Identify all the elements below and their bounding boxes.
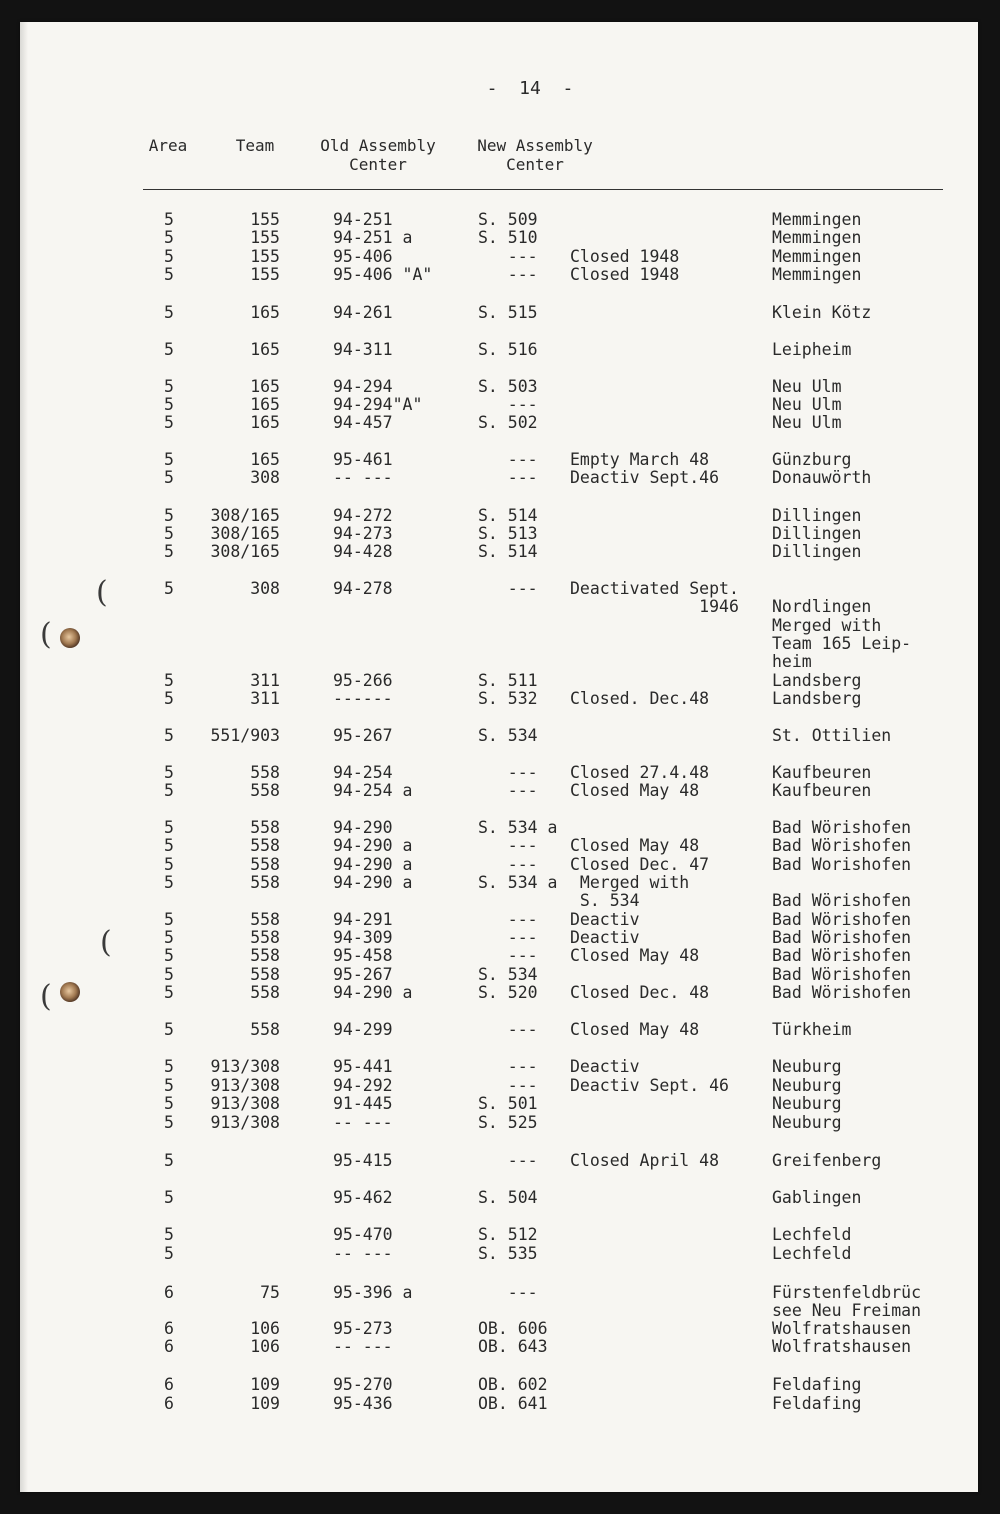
cell-old-center: 95-441: [333, 1057, 393, 1076]
cell-location: Memmingen: [772, 247, 862, 266]
cell-old-center: 95-406 "A": [333, 265, 433, 284]
cell-new-center: S. 525: [478, 1113, 538, 1132]
table-row: [20, 506, 978, 525]
cell-location: Neuburg: [772, 1113, 842, 1132]
cell-team: 551/903: [210, 726, 280, 745]
cell-area: 5: [164, 1076, 174, 1095]
table-row: [20, 818, 978, 837]
table-row: [20, 946, 978, 965]
cell-location: Landsberg: [772, 671, 862, 690]
cell-remarks: Deactiv: [570, 1057, 640, 1076]
table-row: [20, 910, 978, 929]
cell-new-center: S. 534: [478, 965, 538, 984]
cell-old-center: 94-251 a: [333, 228, 413, 247]
cell-old-center: 95-267: [333, 965, 393, 984]
cell-team: 558: [250, 965, 280, 984]
cell-area: 6: [164, 1319, 174, 1338]
table-row: [20, 1076, 978, 1095]
cell-location: Dillingen: [772, 524, 862, 543]
cell-remarks: Deactiv Sept. 46: [570, 1076, 729, 1095]
punch-mark: (: [96, 575, 108, 610]
cell-remarks: Closed May 48: [570, 781, 700, 800]
cell-remarks: Merged with: [570, 873, 690, 892]
cell-new-center: ---: [478, 450, 538, 469]
cell-team: 558: [250, 946, 280, 965]
punch-hole: [60, 628, 80, 648]
cell-location: Neuburg: [772, 1094, 842, 1113]
cell-location: Feldafing: [772, 1394, 862, 1413]
cell-team: 109: [250, 1375, 280, 1394]
table-row: [20, 1375, 978, 1394]
cell-area: 5: [164, 946, 174, 965]
cell-location: St. Ottilien: [772, 726, 892, 745]
cell-area: 5: [164, 726, 174, 745]
cell-team: 308/165: [210, 524, 280, 543]
table-row: [20, 542, 978, 561]
table-row: [20, 873, 978, 892]
cell-new-center: ---: [478, 265, 538, 284]
cell-team: 913/308: [210, 1113, 280, 1132]
cell-remarks: Deactiv Sept.46: [570, 468, 720, 487]
table-row: [20, 1057, 978, 1076]
cell-new-center: S. 513: [478, 524, 538, 543]
cell-team: 913/308: [210, 1094, 280, 1113]
cell-location: Bad Wörishofen: [772, 818, 912, 837]
cell-old-center: 94-291: [333, 910, 393, 929]
cell-old-center: 94-294"A": [333, 395, 423, 414]
cell-area: 5: [164, 247, 174, 266]
table-row: [20, 1394, 978, 1413]
table-row: [20, 1283, 978, 1302]
cell-old-center: 95-458: [333, 946, 393, 965]
cell-old-center: -- ---: [333, 1244, 393, 1263]
cell-old-center: 95-273: [333, 1319, 393, 1338]
cell-team: 558: [250, 763, 280, 782]
cell-location: Memmingen: [772, 265, 862, 284]
cell-area: 5: [164, 818, 174, 837]
cell-area: 5: [164, 413, 174, 432]
cell-location: Donauwörth: [772, 468, 872, 487]
cell-team: 165: [250, 395, 280, 414]
cell-old-center: 95-470: [333, 1225, 393, 1244]
table-row: [20, 1188, 978, 1207]
table-row: [20, 763, 978, 782]
cell-remarks: S. 534: [570, 891, 640, 910]
cell-remarks: Empty March 48: [570, 450, 710, 469]
table-row: [20, 265, 978, 284]
cell-location: Bad Wörishofen: [772, 910, 912, 929]
cell-old-center: 94-261: [333, 303, 393, 322]
cell-area: 5: [164, 468, 174, 487]
cell-team: 109: [250, 1394, 280, 1413]
cell-location: Leipheim: [772, 340, 852, 359]
cell-team: 165: [250, 413, 280, 432]
cell-team: 308: [250, 579, 280, 598]
cell-new-center: ---: [478, 468, 538, 487]
cell-new-center: ---: [478, 1057, 538, 1076]
table-row: [20, 891, 978, 910]
cell-location: Kaufbeuren: [772, 781, 872, 800]
cell-location: Neu Ulm: [772, 413, 842, 432]
cell-remarks: Deactiv: [570, 928, 640, 947]
cell-area: 5: [164, 1020, 174, 1039]
cell-new-center: OB. 602: [478, 1375, 548, 1394]
document-page: [20, 22, 978, 1492]
cell-remarks: Closed April 48: [570, 1151, 720, 1170]
table-row: [20, 652, 978, 671]
cell-team: 155: [250, 228, 280, 247]
cell-new-center: S. 514: [478, 506, 538, 525]
cell-new-center: S. 502: [478, 413, 538, 432]
cell-area: 5: [164, 228, 174, 247]
cell-location: see Neu Freiman: [772, 1301, 922, 1320]
cell-old-center: ------: [333, 689, 393, 708]
cell-remarks: Closed Dec. 48: [570, 983, 710, 1002]
cell-area: 5: [164, 671, 174, 690]
cell-old-center: 95-396 a: [333, 1283, 413, 1302]
punch-mark: (: [40, 617, 52, 652]
cell-new-center: ---: [478, 247, 538, 266]
cell-new-center: S. 511: [478, 671, 538, 690]
cell-location: Memmingen: [772, 228, 862, 247]
header-area: Area: [148, 136, 188, 155]
table-row: [20, 228, 978, 247]
cell-location: heim: [772, 652, 812, 671]
cell-area: 5: [164, 579, 174, 598]
cell-location: Wolfratshausen: [772, 1337, 912, 1356]
cell-team: 558: [250, 873, 280, 892]
cell-team: 308: [250, 468, 280, 487]
table-row: [20, 1151, 978, 1170]
punch-hole: [60, 982, 80, 1002]
punch-mark: (: [40, 979, 52, 1014]
cell-area: 5: [164, 689, 174, 708]
table-row: [20, 413, 978, 432]
cell-old-center: 94-309: [333, 928, 393, 947]
cell-new-center: ---: [478, 1076, 538, 1095]
cell-location: Dillingen: [772, 542, 862, 561]
table-row: [20, 928, 978, 947]
cell-area: 5: [164, 928, 174, 947]
cell-new-center: ---: [478, 855, 538, 874]
cell-old-center: 94-273: [333, 524, 393, 543]
cell-team: 558: [250, 1020, 280, 1039]
cell-team: 558: [250, 836, 280, 855]
cell-area: 5: [164, 450, 174, 469]
cell-new-center: S. 503: [478, 377, 538, 396]
cell-new-center: ---: [478, 781, 538, 800]
cell-area: 5: [164, 983, 174, 1002]
cell-remarks: Closed May 48: [570, 836, 700, 855]
cell-new-center: ---: [478, 579, 538, 598]
cell-old-center: -- ---: [333, 1337, 393, 1356]
cell-area: 5: [164, 836, 174, 855]
cell-location: Greifenberg: [772, 1151, 882, 1170]
table-row: [20, 855, 978, 874]
table-row: [20, 303, 978, 322]
table-row: [20, 616, 978, 635]
cell-team: 155: [250, 210, 280, 229]
cell-location: Bad Wörishofen: [772, 983, 912, 1002]
cell-new-center: S. 534: [478, 726, 538, 745]
header-rule: [143, 189, 943, 190]
cell-area: 5: [164, 524, 174, 543]
cell-remarks: Closed 1948: [570, 265, 680, 284]
cell-location: Neu Ulm: [772, 395, 842, 414]
cell-old-center: 94-290 a: [333, 836, 413, 855]
cell-area: 5: [164, 265, 174, 284]
table-row: [20, 395, 978, 414]
cell-team: 308/165: [210, 542, 280, 561]
table-row: [20, 634, 978, 653]
cell-team: 913/308: [210, 1057, 280, 1076]
cell-remarks: Closed 27.4.48: [570, 763, 710, 782]
cell-new-center: S. 501: [478, 1094, 538, 1113]
cell-remarks: Deactiv: [570, 910, 640, 929]
cell-new-center: ---: [478, 946, 538, 965]
cell-team: 75: [260, 1283, 280, 1302]
cell-team: 558: [250, 983, 280, 1002]
cell-old-center: 95-415: [333, 1151, 393, 1170]
table-row: [20, 524, 978, 543]
cell-old-center: 95-462: [333, 1188, 393, 1207]
cell-location: Nordlingen: [772, 597, 872, 616]
cell-team: 558: [250, 818, 280, 837]
cell-team: 311: [250, 671, 280, 690]
cell-new-center: S. 512: [478, 1225, 538, 1244]
cell-remarks: Deactivated Sept.: [570, 579, 739, 598]
table-row: [20, 781, 978, 800]
cell-team: 913/308: [210, 1076, 280, 1095]
table-row: [20, 377, 978, 396]
cell-area: 6: [164, 1337, 174, 1356]
cell-old-center: 95-406: [333, 247, 393, 266]
cell-location: Bad Wörishofen: [772, 891, 912, 910]
cell-location: Merged with: [772, 616, 882, 635]
cell-new-center: ---: [478, 1020, 538, 1039]
table-row: [20, 1319, 978, 1338]
cell-new-center: ---: [478, 1283, 538, 1302]
cell-location: Bad Wörishofen: [772, 965, 912, 984]
cell-old-center: 94-457: [333, 413, 393, 432]
cell-old-center: 95-267: [333, 726, 393, 745]
cell-location: Dillingen: [772, 506, 862, 525]
table-row: [20, 579, 978, 598]
table-row: [20, 597, 978, 616]
cell-old-center: 94-311: [333, 340, 393, 359]
cell-location: Lechfeld: [772, 1244, 852, 1263]
cell-old-center: -- ---: [333, 1113, 393, 1132]
cell-location: Neuburg: [772, 1076, 842, 1095]
cell-old-center: 94-294: [333, 377, 393, 396]
cell-area: 5: [164, 395, 174, 414]
cell-new-center: S. 534 a: [478, 873, 558, 892]
cell-team: 558: [250, 910, 280, 929]
cell-area: 5: [164, 1151, 174, 1170]
punch-mark: (: [100, 925, 112, 960]
cell-old-center: 95-270: [333, 1375, 393, 1394]
cell-old-center: 94-272: [333, 506, 393, 525]
cell-old-center: 94-299: [333, 1020, 393, 1039]
table-row: [20, 1020, 978, 1039]
table-row: [20, 689, 978, 708]
cell-area: 6: [164, 1283, 174, 1302]
cell-old-center: 94-290 a: [333, 873, 413, 892]
cell-location: Bad Wörishofen: [772, 928, 912, 947]
cell-new-center: S. 532: [478, 689, 538, 708]
cell-old-center: 94-251: [333, 210, 393, 229]
cell-team: 558: [250, 855, 280, 874]
page-number: - 14 -: [486, 78, 574, 99]
cell-new-center: OB. 606: [478, 1319, 548, 1338]
cell-area: 5: [164, 1057, 174, 1076]
cell-area: 5: [164, 506, 174, 525]
cell-area: 6: [164, 1375, 174, 1394]
cell-area: 5: [164, 855, 174, 874]
table-row: [20, 965, 978, 984]
cell-new-center: S. 535: [478, 1244, 538, 1263]
cell-location: Fürstenfeldbrüc: [772, 1283, 922, 1302]
cell-location: Bad Worishofen: [772, 855, 912, 874]
cell-team: 165: [250, 303, 280, 322]
cell-new-center: OB. 643: [478, 1337, 548, 1356]
cell-team: 155: [250, 265, 280, 284]
cell-team: 308/165: [210, 506, 280, 525]
cell-new-center: ---: [478, 395, 538, 414]
cell-old-center: 94-278: [333, 579, 393, 598]
cell-location: Gablingen: [772, 1188, 862, 1207]
cell-new-center: S. 516: [478, 340, 538, 359]
cell-new-center: S. 510: [478, 228, 538, 247]
cell-location: Klein Kötz: [772, 303, 872, 322]
table-row: [20, 468, 978, 487]
cell-area: 5: [164, 210, 174, 229]
table-row: [20, 1244, 978, 1263]
cell-location: Bad Wörishofen: [772, 946, 912, 965]
table-row: [20, 450, 978, 469]
cell-location: Team 165 Leip-: [772, 634, 912, 653]
cell-old-center: 94-254 a: [333, 781, 413, 800]
cell-area: 5: [164, 965, 174, 984]
cell-remarks: 1946: [570, 597, 739, 616]
cell-location: Kaufbeuren: [772, 763, 872, 782]
cell-area: 5: [164, 781, 174, 800]
cell-remarks: Closed May 48: [570, 1020, 700, 1039]
cell-remarks: Closed 1948: [570, 247, 680, 266]
cell-team: 155: [250, 247, 280, 266]
cell-area: 5: [164, 873, 174, 892]
cell-new-center: ---: [478, 1151, 538, 1170]
cell-location: Günzburg: [772, 450, 852, 469]
cell-location: Memmingen: [772, 210, 862, 229]
cell-area: 5: [164, 1094, 174, 1113]
cell-team: 165: [250, 377, 280, 396]
cell-old-center: 94-292: [333, 1076, 393, 1095]
cell-location: Feldafing: [772, 1375, 862, 1394]
cell-team: 106: [250, 1337, 280, 1356]
cell-old-center: 91-445: [333, 1094, 393, 1113]
cell-new-center: S. 515: [478, 303, 538, 322]
table-row: [20, 1094, 978, 1113]
cell-area: 5: [164, 303, 174, 322]
cell-area: 5: [164, 910, 174, 929]
cell-area: 5: [164, 1225, 174, 1244]
cell-new-center: S. 514: [478, 542, 538, 561]
cell-old-center: 95-461: [333, 450, 393, 469]
cell-area: 5: [164, 542, 174, 561]
cell-location: Türkheim: [772, 1020, 852, 1039]
cell-old-center: -- ---: [333, 468, 393, 487]
cell-area: 5: [164, 1244, 174, 1263]
cell-team: 311: [250, 689, 280, 708]
cell-new-center: S. 509: [478, 210, 538, 229]
cell-team: 106: [250, 1319, 280, 1338]
cell-area: 5: [164, 1113, 174, 1132]
cell-old-center: 95-266: [333, 671, 393, 690]
table-row: [20, 836, 978, 855]
table-row: [20, 983, 978, 1002]
cell-location: Wolfratshausen: [772, 1319, 912, 1338]
table-row: [20, 1113, 978, 1132]
cell-team: 558: [250, 781, 280, 800]
cell-location: Bad Wörishofen: [772, 836, 912, 855]
cell-remarks: Closed Dec. 47: [570, 855, 710, 874]
cell-new-center: ---: [478, 836, 538, 855]
cell-location: Landsberg: [772, 689, 862, 708]
table-row: [20, 340, 978, 359]
cell-location: Neu Ulm: [772, 377, 842, 396]
cell-old-center: 94-254: [333, 763, 393, 782]
cell-remarks: Closed. Dec.48: [570, 689, 710, 708]
cell-area: 6: [164, 1394, 174, 1413]
cell-team: 165: [250, 340, 280, 359]
cell-location: Lechfeld: [772, 1225, 852, 1244]
header-new-assembly-center: New Assembly Center: [477, 136, 593, 174]
cell-old-center: 94-290 a: [333, 983, 413, 1002]
cell-area: 5: [164, 763, 174, 782]
cell-team: 165: [250, 450, 280, 469]
header-old-assembly-center: Old Assembly Center: [320, 136, 436, 174]
header-team: Team: [235, 136, 275, 155]
table-row: [20, 671, 978, 690]
cell-remarks: Closed May 48: [570, 946, 700, 965]
cell-old-center: 95-436: [333, 1394, 393, 1413]
cell-new-center: S. 520: [478, 983, 538, 1002]
table-row: [20, 1337, 978, 1356]
cell-new-center: ---: [478, 910, 538, 929]
cell-new-center: ---: [478, 763, 538, 782]
cell-old-center: 94-428: [333, 542, 393, 561]
table-row: [20, 210, 978, 229]
table-row: [20, 1225, 978, 1244]
cell-new-center: ---: [478, 928, 538, 947]
cell-new-center: OB. 641: [478, 1394, 548, 1413]
table-row: [20, 1301, 978, 1320]
cell-old-center: 94-290 a: [333, 855, 413, 874]
cell-area: 5: [164, 1188, 174, 1207]
cell-area: 5: [164, 377, 174, 396]
cell-area: 5: [164, 340, 174, 359]
cell-old-center: 94-290: [333, 818, 393, 837]
table-row: [20, 726, 978, 745]
cell-location: Neuburg: [772, 1057, 842, 1076]
cell-new-center: S. 504: [478, 1188, 538, 1207]
cell-team: 558: [250, 928, 280, 947]
table-row: [20, 247, 978, 266]
cell-new-center: S. 534 a: [478, 818, 558, 837]
